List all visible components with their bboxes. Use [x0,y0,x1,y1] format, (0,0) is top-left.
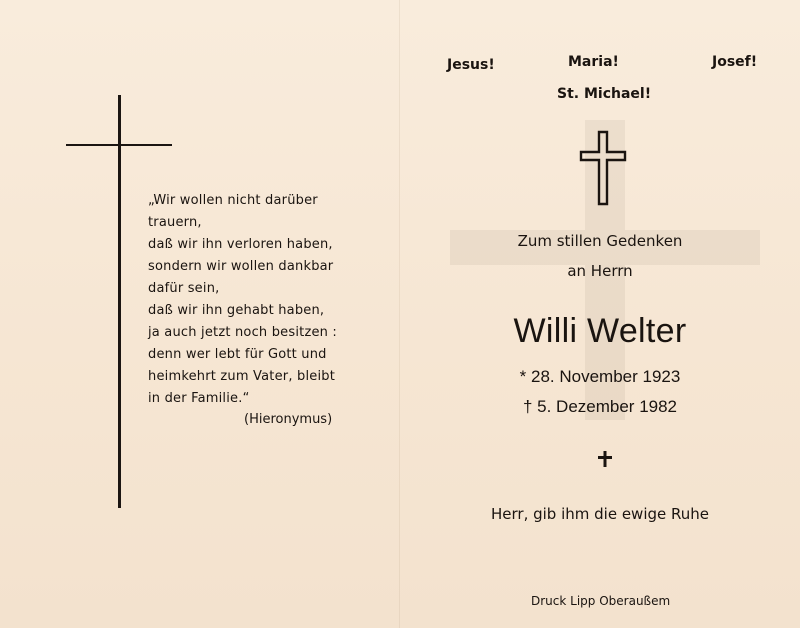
memorial-subheading: an Herrn [567,262,633,280]
birth-date: * 28. November 1923 [519,367,681,386]
outlined-cross-icon [578,130,628,206]
large-cross-beam [66,144,172,146]
small-cross-icon [598,451,612,467]
quote-line: „Wir wollen nicht darüber [148,193,318,208]
quote-line: dafür sein, [148,281,220,296]
quote-line: trauern, [148,215,202,230]
prayer-line: Herr, gib ihm die ewige Ruhe [490,505,709,523]
quote-line: in der Familie.“ [148,391,250,406]
death-date: † 5. Dezember 1982 [522,397,678,416]
quote-line: sondern wir wollen dankbar [148,259,334,274]
quote-line: ja auch jetzt noch besitzen : [148,325,338,340]
quote-line: heimkehrt zum Vater, bleibt [148,369,336,384]
invocation-st-michael: St. Michael! [557,86,652,102]
invocation-maria: Maria! [568,54,619,70]
invocation-jesus: Jesus! [447,57,495,73]
memorial-heading: Zum stillen Gedenken [517,232,683,250]
quote-line: daß wir ihn gehabt haben, [148,303,325,318]
quote-line: daß wir ihn verloren haben, [148,237,333,252]
large-cross-icon [118,95,121,508]
quote-line: denn wer lebt für Gott und [148,347,327,362]
hieronymus-quote [148,190,348,410]
printer-credit: Druck Lipp Oberaußem [531,594,671,608]
quote-source: (Hieronymus) [244,412,333,427]
invocation-josef: Josef! [712,54,758,70]
deceased-name: Willi Welter [513,312,687,350]
